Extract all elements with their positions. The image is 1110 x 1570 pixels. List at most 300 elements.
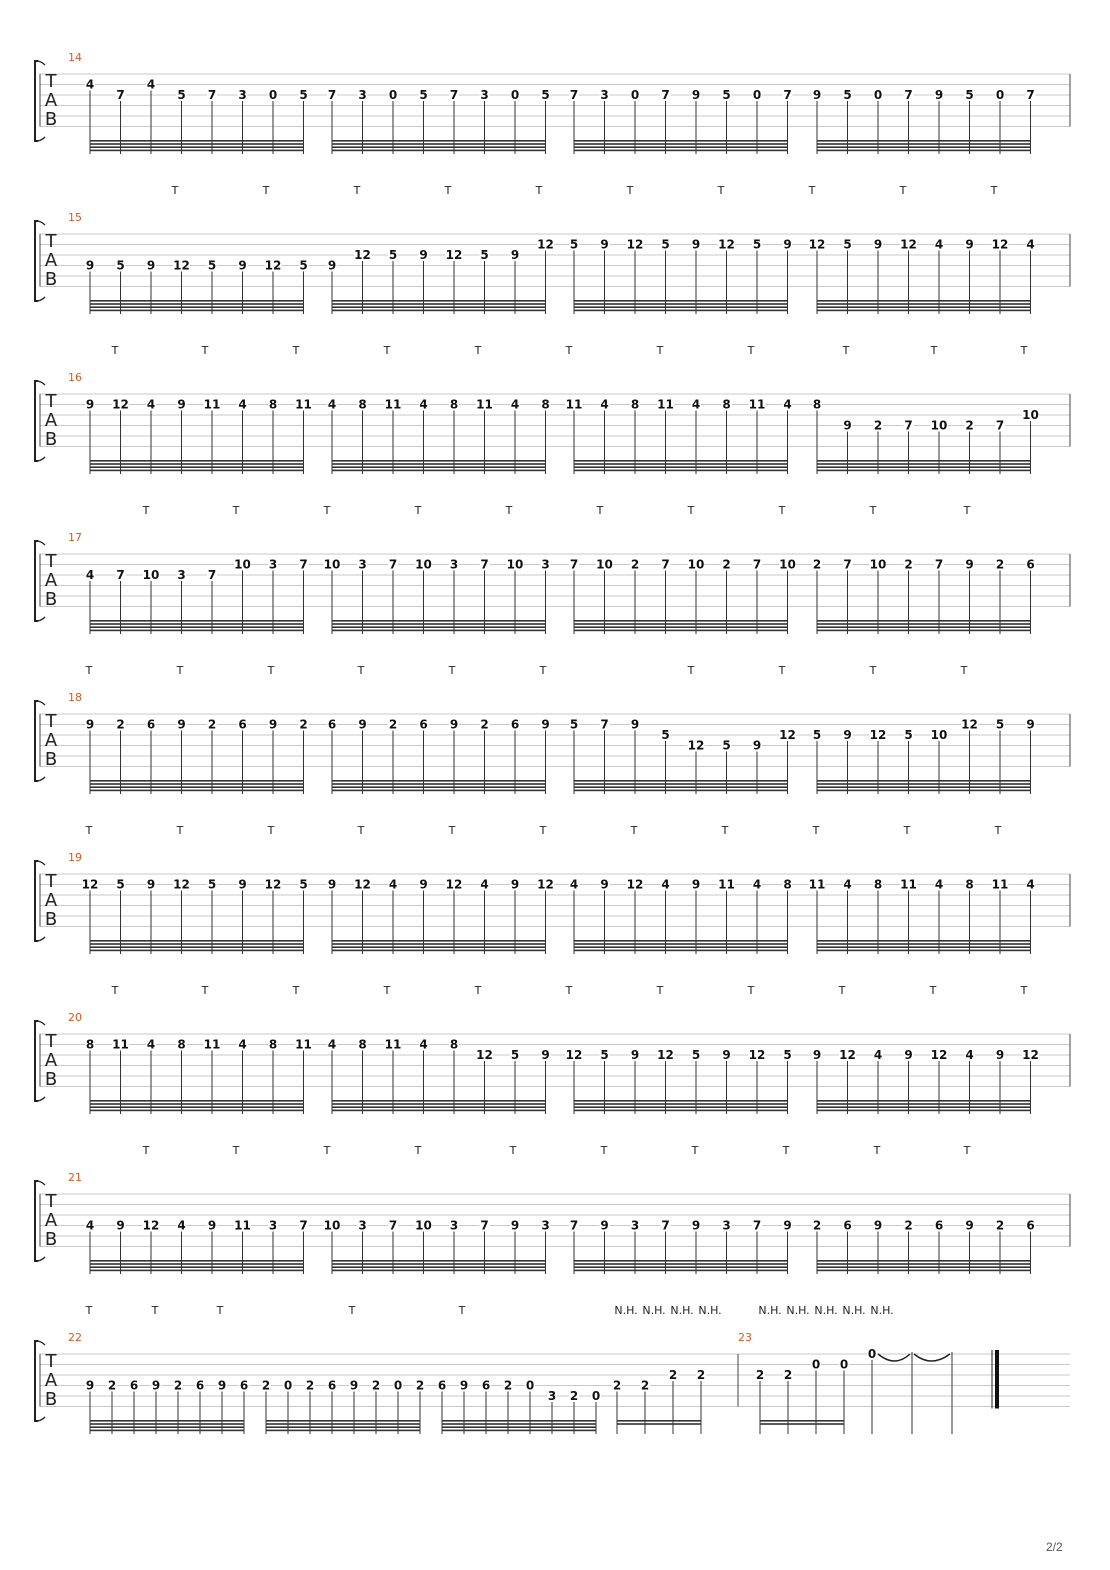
fret-number: 10 xyxy=(506,557,524,572)
technique-marking: N.H. xyxy=(786,1304,810,1317)
fret-number: 6 xyxy=(843,1218,852,1233)
beam xyxy=(574,1103,788,1105)
beam xyxy=(817,1110,1031,1112)
fret-number: 6 xyxy=(419,717,428,732)
technique-marking: T xyxy=(565,984,573,997)
fret-number: 9 xyxy=(449,717,459,732)
fret-number: 5 xyxy=(299,258,308,273)
beam xyxy=(332,943,546,945)
beam xyxy=(90,146,304,148)
beam xyxy=(817,1100,1031,1102)
beam xyxy=(90,786,304,788)
fret-number: 7 xyxy=(388,557,398,572)
fret-number: 2 xyxy=(207,717,217,732)
fret-number: 4 xyxy=(934,237,944,252)
beam xyxy=(574,1106,788,1108)
technique-marking: T xyxy=(596,504,604,517)
technique-marking: T xyxy=(176,664,184,677)
beam xyxy=(442,1420,596,1422)
beam xyxy=(332,780,546,782)
fret-number: 2 xyxy=(965,418,974,433)
fret-number: 8 xyxy=(812,397,822,412)
fret-number: 3 xyxy=(358,1218,367,1233)
fret-number: 12 xyxy=(626,877,644,892)
fret-number: 7 xyxy=(783,88,792,102)
technique-marking: T xyxy=(838,984,846,997)
fret-number: 4 xyxy=(327,1037,337,1052)
measure-number: 16 xyxy=(68,371,82,384)
fret-number: 8 xyxy=(449,1037,459,1052)
tab-clef-letter: A xyxy=(44,1210,58,1231)
fret-number: 9 xyxy=(146,258,156,273)
beam xyxy=(817,1260,1031,1262)
fret-number: 11 xyxy=(295,1037,312,1052)
measure-number: 23 xyxy=(738,1331,752,1344)
fret-number: 4 xyxy=(691,397,701,412)
beam xyxy=(90,1426,244,1428)
fret-number: 5 xyxy=(116,877,125,892)
fret-number: 9 xyxy=(934,88,944,102)
fret-number: 3 xyxy=(541,557,550,572)
beam xyxy=(617,1423,701,1425)
beam xyxy=(266,1430,420,1432)
technique-marking: T xyxy=(171,184,179,197)
tab-system xyxy=(35,211,1070,357)
tab-clef-letter: B xyxy=(44,1389,58,1410)
technique-marking: T xyxy=(142,504,150,517)
fret-number: 8 xyxy=(268,397,278,412)
technique-marking: N.H. xyxy=(814,1304,838,1317)
fret-number: 6 xyxy=(327,1378,337,1393)
beam xyxy=(266,1423,420,1425)
beam xyxy=(817,1266,1031,1268)
fret-number: 2 xyxy=(640,1378,650,1393)
fret-number: 7 xyxy=(569,88,579,102)
beam xyxy=(90,1420,244,1422)
fret-number: 2 xyxy=(873,418,883,433)
beam xyxy=(574,470,788,472)
beam xyxy=(817,310,1031,312)
technique-marking: T xyxy=(201,984,209,997)
technique-marking: T xyxy=(323,1144,331,1157)
technique-marking: T xyxy=(232,504,240,517)
beam xyxy=(90,1430,244,1432)
measure-number: 14 xyxy=(68,51,82,64)
fret-number: 4 xyxy=(873,1048,883,1062)
fret-number: 10 xyxy=(869,557,887,572)
technique-marking: T xyxy=(216,1304,224,1317)
technique-marking: T xyxy=(990,184,998,197)
fret-number: 4 xyxy=(85,568,95,582)
beam xyxy=(574,630,788,632)
fret-number: 4 xyxy=(419,397,428,412)
beam xyxy=(332,940,546,942)
beam xyxy=(332,786,546,788)
fret-number: 9 xyxy=(349,1378,359,1393)
beam xyxy=(90,310,304,312)
fret-number: 0 xyxy=(591,1389,601,1403)
beam xyxy=(90,780,304,782)
fret-number: 11 xyxy=(112,1037,129,1052)
beam xyxy=(332,466,546,468)
technique-marking: N.H. xyxy=(758,1304,782,1317)
tab-clef-letter: B xyxy=(44,1229,58,1250)
technique-marking: T xyxy=(717,184,725,197)
fret-number: 6 xyxy=(510,717,520,732)
beam xyxy=(817,950,1031,952)
beam xyxy=(332,1106,546,1108)
fret-number: 5 xyxy=(661,728,670,742)
fret-number: 4 xyxy=(146,397,156,412)
fret-number: 10 xyxy=(596,557,613,572)
fret-number: 4 xyxy=(146,1037,156,1052)
technique-marking: T xyxy=(687,504,695,517)
beam xyxy=(574,1270,788,1272)
fret-number: 4 xyxy=(1026,237,1035,252)
technique-marking: T xyxy=(1020,344,1028,357)
fret-number: 9 xyxy=(177,397,186,412)
fret-number: 9 xyxy=(327,877,337,892)
fret-number: 2 xyxy=(904,557,913,572)
fret-number: 11 xyxy=(657,397,674,412)
beam xyxy=(574,463,788,465)
fret-number: 12 xyxy=(779,728,796,742)
fret-number: 0 xyxy=(995,88,1005,102)
fret-number: 11 xyxy=(476,397,493,412)
beam xyxy=(90,623,304,625)
fret-number: 9 xyxy=(812,88,822,102)
fret-number: 0 xyxy=(393,1378,403,1393)
technique-marking: T xyxy=(691,1144,699,1157)
fret-number: 5 xyxy=(722,738,731,753)
technique-marking: T xyxy=(267,664,275,677)
beam xyxy=(574,306,788,308)
beam xyxy=(442,1430,596,1432)
tab-clef-letter: T xyxy=(45,871,57,892)
beam xyxy=(332,783,546,785)
fret-number: 5 xyxy=(691,1048,701,1062)
fret-number: 7 xyxy=(904,418,913,433)
beam xyxy=(574,466,788,468)
beam xyxy=(574,460,788,462)
beam xyxy=(90,1263,304,1265)
fret-number: 6 xyxy=(437,1378,447,1393)
beam xyxy=(817,1270,1031,1272)
fret-number: 12 xyxy=(264,258,282,273)
tab-clef-letter: T xyxy=(45,71,57,92)
fret-number: 12 xyxy=(687,738,705,753)
beam xyxy=(817,146,1031,148)
beam xyxy=(90,943,304,945)
beam xyxy=(332,1266,546,1268)
beam xyxy=(817,470,1031,472)
technique-marking: T xyxy=(142,1144,150,1157)
fret-number: 7 xyxy=(661,557,670,572)
fret-number: 9 xyxy=(965,237,974,252)
fret-number: 3 xyxy=(358,88,367,102)
fret-number: 8 xyxy=(541,397,550,412)
technique-marking: T xyxy=(873,1144,881,1157)
beam xyxy=(90,1423,244,1425)
tab-clef-letter: B xyxy=(44,429,58,450)
technique-marking: T xyxy=(448,824,456,837)
fret-number: 10 xyxy=(930,728,948,742)
beam xyxy=(574,623,788,625)
fret-number: 3 xyxy=(480,88,489,102)
beam xyxy=(574,790,788,792)
fret-number: 9 xyxy=(630,717,640,732)
fret-number: 2 xyxy=(173,1378,183,1393)
beam xyxy=(817,300,1031,302)
fret-number: 9 xyxy=(752,738,762,753)
technique-marking: T xyxy=(903,824,911,837)
fret-number: 12 xyxy=(537,237,554,252)
fret-number: 8 xyxy=(722,397,731,412)
tab-clef-letter: T xyxy=(45,231,57,252)
fret-number: 6 xyxy=(238,717,247,732)
fret-number: 4 xyxy=(510,397,520,412)
beam xyxy=(817,143,1031,145)
fret-number: 3 xyxy=(449,1218,459,1233)
fret-number: 4 xyxy=(327,397,337,412)
fret-number: 12 xyxy=(173,258,190,273)
fret-number: 2 xyxy=(261,1378,271,1393)
technique-marking: T xyxy=(626,184,634,197)
fret-number: 12 xyxy=(173,877,190,892)
fret-number: 12 xyxy=(626,237,644,252)
technique-marking: T xyxy=(151,1304,159,1317)
technique-marking: T xyxy=(963,1144,971,1157)
fret-number: 9 xyxy=(238,877,247,892)
fret-number: 6 xyxy=(1026,1218,1035,1233)
beam xyxy=(332,790,546,792)
fret-number: 5 xyxy=(299,877,308,892)
tab-clef-letter: T xyxy=(45,391,57,412)
tab-clef-letter: A xyxy=(44,90,58,111)
fret-number: 9 xyxy=(600,877,609,892)
fret-number: 5 xyxy=(116,258,125,273)
fret-number: 3 xyxy=(541,1218,550,1233)
technique-marking: T xyxy=(357,824,365,837)
technique-marking: T xyxy=(357,664,365,677)
measure-number: 18 xyxy=(68,691,82,704)
technique-marking: T xyxy=(539,824,547,837)
fret-number: 9 xyxy=(146,877,156,892)
technique-marking: T xyxy=(1020,984,1028,997)
fret-number: 2 xyxy=(696,1368,706,1382)
beam xyxy=(574,300,788,302)
technique-marking: N.H. xyxy=(842,1304,866,1317)
technique-marking: T xyxy=(994,824,1002,837)
technique-marking: T xyxy=(960,664,968,677)
fret-number: 5 xyxy=(207,877,217,892)
tab-clef-letter: B xyxy=(44,749,58,770)
fret-number: 8 xyxy=(449,397,459,412)
fret-number: 12 xyxy=(1022,1048,1039,1062)
fret-number: 9 xyxy=(358,717,367,732)
tab-clef-letter: B xyxy=(44,109,58,130)
tab-system xyxy=(35,531,1070,677)
tab-system xyxy=(35,851,1070,997)
fret-number: 10 xyxy=(234,557,251,572)
beam xyxy=(90,466,304,468)
fret-number: 11 xyxy=(748,397,766,412)
fret-number: 12 xyxy=(808,237,826,252)
beam xyxy=(574,950,788,952)
technique-marking: T xyxy=(656,344,664,357)
fret-number: 12 xyxy=(657,1048,674,1062)
beam xyxy=(332,150,546,152)
fret-number: 6 xyxy=(1026,557,1035,572)
beam xyxy=(817,940,1031,942)
beam xyxy=(817,140,1031,142)
technique-marking: T xyxy=(687,664,695,677)
beam xyxy=(817,460,1031,462)
fret-number: 12 xyxy=(142,1218,160,1233)
beam xyxy=(574,940,788,942)
beam xyxy=(817,783,1031,785)
beam xyxy=(90,306,304,308)
fret-number: 2 xyxy=(668,1368,678,1382)
fret-number: 12 xyxy=(264,877,282,892)
fret-number: 9 xyxy=(1026,717,1035,732)
fret-number: 5 xyxy=(299,88,308,102)
fret-number: 7 xyxy=(116,88,125,102)
measure-number: 15 xyxy=(68,211,82,224)
fret-number: 4 xyxy=(146,77,156,92)
fret-number: 12 xyxy=(112,397,129,412)
tab-system xyxy=(35,1331,1070,1434)
tab-clef-letter: A xyxy=(44,250,58,271)
fret-number: 5 xyxy=(661,237,670,252)
fret-number: 6 xyxy=(195,1378,205,1393)
technique-marking: T xyxy=(899,184,907,197)
technique-marking: T xyxy=(505,504,513,517)
beam xyxy=(574,780,788,782)
tab-clef-letter: B xyxy=(44,909,58,930)
fret-number: 11 xyxy=(565,397,583,412)
fret-number: 2 xyxy=(480,717,489,732)
fret-number: 4 xyxy=(843,877,852,892)
tab-clef-letter: A xyxy=(44,1050,58,1071)
beam xyxy=(90,463,304,465)
beam xyxy=(574,1266,788,1268)
fret-number: 9 xyxy=(419,877,428,892)
technique-marking: T xyxy=(747,344,755,357)
system-bracket xyxy=(35,701,38,781)
fret-number: 9 xyxy=(510,877,520,892)
fret-number: 5 xyxy=(419,88,428,102)
beam xyxy=(817,303,1031,305)
fret-number: 12 xyxy=(565,1048,583,1062)
beam xyxy=(332,1103,546,1105)
beam xyxy=(574,783,788,785)
technique-marking: N.H. xyxy=(698,1304,722,1317)
fret-number: 4 xyxy=(480,877,489,892)
fret-number: 12 xyxy=(445,248,463,262)
fret-number: 9 xyxy=(177,717,186,732)
beam xyxy=(90,143,304,145)
fret-number: 12 xyxy=(900,237,917,252)
fret-number: 2 xyxy=(995,1218,1005,1233)
fret-number: 10 xyxy=(415,557,432,572)
technique-marking: T xyxy=(721,824,729,837)
fret-number: 0 xyxy=(752,88,762,102)
beam xyxy=(332,146,546,148)
tie-arc xyxy=(914,1354,950,1361)
fret-number: 9 xyxy=(268,717,278,732)
fret-number: 2 xyxy=(371,1378,381,1393)
fret-number: 12 xyxy=(81,877,99,892)
fret-number: 4 xyxy=(1026,877,1035,892)
tab-clef-letter: A xyxy=(44,890,58,911)
fret-number: 4 xyxy=(419,1037,428,1052)
tie-arc xyxy=(878,1354,910,1361)
fret-number: 9 xyxy=(783,237,792,252)
fret-number: 12 xyxy=(445,877,463,892)
fret-number: 12 xyxy=(354,248,371,262)
measure-number: 19 xyxy=(68,851,82,864)
technique-marking: T xyxy=(323,504,331,517)
beam xyxy=(817,150,1031,152)
fret-number: 7 xyxy=(904,88,913,102)
beam xyxy=(332,303,546,305)
fret-number: 4 xyxy=(934,877,944,892)
fret-number: 0 xyxy=(388,88,398,102)
beam xyxy=(442,1423,596,1425)
fret-number: 5 xyxy=(600,1048,609,1062)
measure-number: 21 xyxy=(68,1171,82,1184)
beam xyxy=(617,1420,701,1422)
fret-number: 5 xyxy=(752,237,762,252)
fret-number: 8 xyxy=(783,877,792,892)
fret-number: 9 xyxy=(965,557,974,572)
tab-clef-letter: T xyxy=(45,551,57,572)
technique-marking: T xyxy=(747,984,755,997)
beam xyxy=(266,1420,420,1422)
fret-number: 7 xyxy=(569,1218,579,1233)
beam xyxy=(90,1260,304,1262)
fret-number: 9 xyxy=(116,1218,125,1233)
fret-number: 0 xyxy=(510,88,520,102)
fret-number: 5 xyxy=(995,717,1005,732)
fret-number: 0 xyxy=(839,1357,849,1372)
fret-number: 5 xyxy=(541,88,550,102)
beam xyxy=(817,630,1031,632)
fret-number: 11 xyxy=(234,1218,251,1233)
beam xyxy=(332,300,546,302)
fret-number: 3 xyxy=(600,88,609,102)
beam xyxy=(817,786,1031,788)
fret-number: 5 xyxy=(569,717,579,732)
fret-number: 5 xyxy=(177,88,186,102)
beam xyxy=(332,463,546,465)
tab-clef-letter: T xyxy=(45,1031,57,1052)
tab-clef-letter: T xyxy=(45,1191,57,1212)
fret-number: 0 xyxy=(873,88,883,102)
fret-number: 11 xyxy=(295,397,312,412)
beam xyxy=(574,1110,788,1112)
tab-system xyxy=(35,1171,1070,1317)
technique-marking: T xyxy=(842,344,850,357)
fret-number: 11 xyxy=(384,1037,402,1052)
beam xyxy=(817,466,1031,468)
system-bracket xyxy=(35,381,38,461)
beam xyxy=(574,626,788,628)
fret-number: 2 xyxy=(107,1378,117,1393)
fret-number: 12 xyxy=(930,1048,948,1062)
fret-number: 12 xyxy=(718,237,735,252)
